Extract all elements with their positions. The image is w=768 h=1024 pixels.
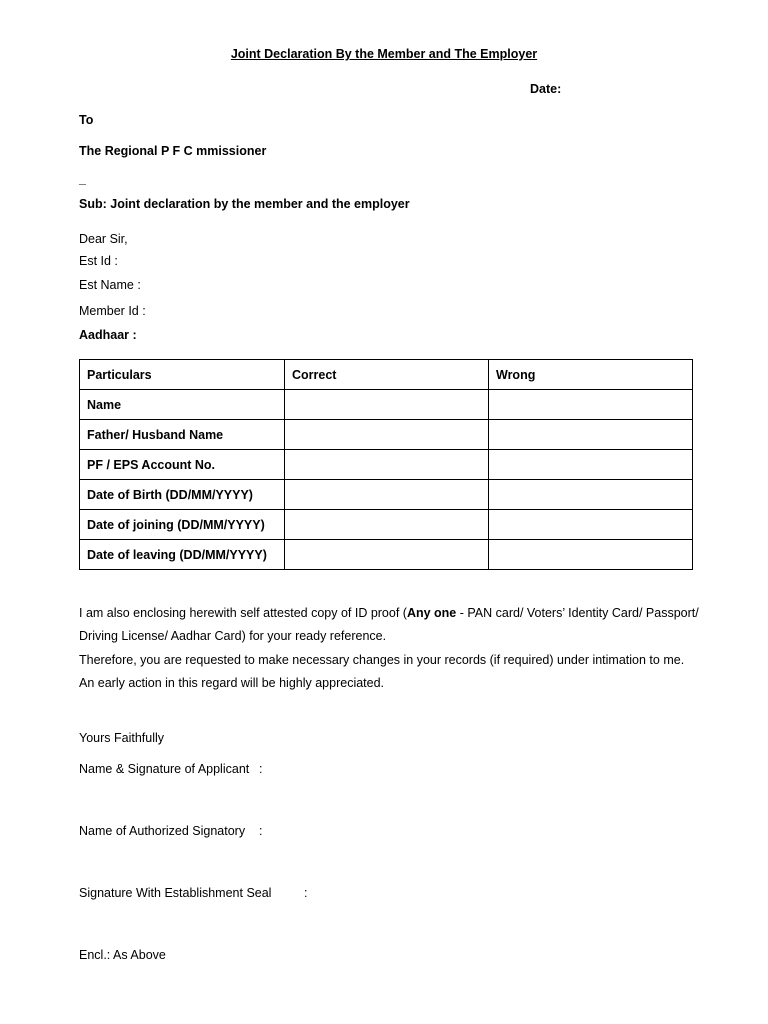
body-line-3: Therefore, you are requested to make necessary changes in your records (if required) under intimation to me. (79, 653, 685, 667)
salutation: Dear Sir, (79, 232, 128, 246)
header-wrong: Wrong (489, 360, 693, 390)
body-line-1 (79, 606, 699, 620)
particulars-table (79, 359, 693, 570)
table-row (80, 510, 693, 540)
correct-cell[interactable] (285, 480, 489, 510)
authorized-colon: : (259, 824, 263, 838)
row-label: Date of joining (DD/MM/YYYY) (80, 510, 285, 540)
est-name-label: Est Name : (79, 278, 141, 292)
row-label: PF / EPS Account No. (80, 450, 285, 480)
correct-cell[interactable] (285, 540, 489, 570)
row-label: Date of Birth (DD/MM/YYYY) (80, 480, 285, 510)
authorized-signatory-label: Name of Authorized Signatory (79, 824, 246, 838)
table-header-row (80, 360, 693, 390)
to-label: To (79, 113, 94, 127)
wrong-cell[interactable] (489, 420, 693, 450)
row-label: Father/ Husband Name (80, 420, 285, 450)
applicant-colon: : (259, 762, 263, 776)
dash-mark: _ (79, 172, 86, 186)
subject-line: Sub: Joint declaration by the member and the employer (79, 197, 410, 211)
aadhaar-label: Aadhaar : (79, 328, 137, 342)
wrong-cell[interactable] (489, 390, 693, 420)
establishment-seal-label: Signature With Establishment Seal (79, 886, 272, 900)
wrong-cell[interactable] (489, 480, 693, 510)
enclosure: Encl.: As Above (79, 948, 166, 962)
seal-colon: : (304, 886, 308, 900)
row-label: Name (80, 390, 285, 420)
wrong-cell[interactable] (489, 510, 693, 540)
document-title: Joint Declaration By the Member and The Employer (230, 47, 538, 61)
body-line-2: Driving License/ Aadhar Card) for your ready reference. (79, 629, 387, 643)
applicant-signature-label: Name & Signature of Applicant (79, 762, 250, 776)
table-row (80, 450, 693, 480)
body-line-1-emphasis: Any one (406, 606, 457, 620)
table-row (80, 540, 693, 570)
table-row (80, 390, 693, 420)
member-id-label: Member Id : (79, 304, 146, 318)
date-label: Date: (530, 82, 562, 96)
closing: Yours Faithfully (79, 731, 164, 745)
body-line-1-pre: I am also enclosing herewith self attested copy of ID proof ( (79, 606, 407, 620)
body-line-4: An early action in this regard will be highly appreciated. (79, 676, 385, 690)
table-row (80, 480, 693, 510)
correct-cell[interactable] (285, 420, 489, 450)
header-correct: Correct (285, 360, 489, 390)
header-particulars: Particulars (80, 360, 285, 390)
correct-cell[interactable] (285, 450, 489, 480)
table-row (80, 420, 693, 450)
correct-cell[interactable] (285, 510, 489, 540)
wrong-cell[interactable] (489, 450, 693, 480)
addressee: The Regional P F C mmissioner (79, 144, 267, 158)
row-label: Date of leaving (DD/MM/YYYY) (80, 540, 285, 570)
est-id-label: Est Id : (79, 254, 118, 268)
body-line-1-post: - PAN card/ Voters’ Identity Card/ Passport/ (456, 606, 699, 620)
correct-cell[interactable] (285, 390, 489, 420)
wrong-cell[interactable] (489, 540, 693, 570)
